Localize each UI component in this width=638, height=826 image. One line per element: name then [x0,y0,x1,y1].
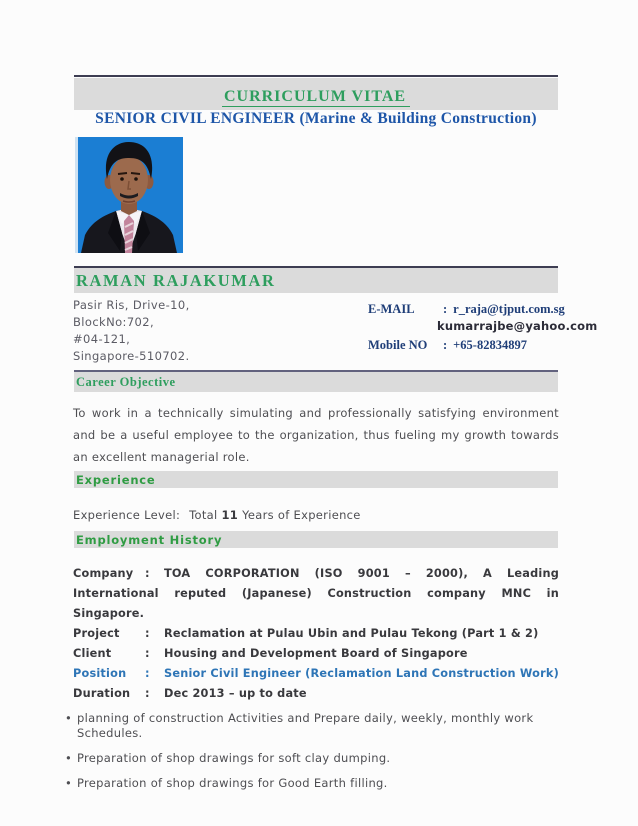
profile-photo-illustration [75,137,183,253]
page-title: CURRICULUM VITAE [222,88,410,107]
email-label: E-MAIL [368,302,415,316]
mobile-row [368,335,560,354]
list-item-text: Preparation of shop drawings for Good Earth filling. [77,776,388,790]
list-item [65,751,559,766]
duration-label: Duration [73,687,131,700]
address-line: Singapore-510702. [73,349,190,363]
email-primary: r_raja@tjput.com.sg [453,302,565,316]
email-secondary: kumarrajbe@yahoo.com [437,319,598,333]
client-row [73,644,559,664]
experience-band [74,471,558,488]
position-row [73,664,559,684]
employment-details [65,564,559,801]
colon: : [145,667,150,680]
mobile-colon: : [443,338,448,352]
position-label: Position [73,667,127,680]
client-value: Housing and Development Board of Singapore [164,647,468,660]
mobile-label: Mobile NO [368,338,428,352]
top-divider [74,75,558,77]
career-objective-text: To work in a technically simulating and professionally satisfying environment and be a useful employee to the organization, thus fueling my growth towards an excellent managerial role. [73,406,559,464]
duration-value: Dec 2013 – up to date [164,687,307,700]
bullet-icon: • [65,711,73,725]
responsibility-list [65,711,559,791]
list-item [65,711,559,741]
experience-heading: Experience [76,472,156,487]
colon: : [145,567,150,580]
list-item-text: planning of construction Activities and Prepare daily, weekly, monthly work Schedules. [77,711,534,740]
project-row [73,624,559,644]
experience-years: 11 [221,508,239,522]
person-name: RAMAN RAJAKUMAR [76,270,276,290]
address-line: #04-121, [73,332,131,346]
title-band [74,78,558,110]
email-row [368,299,565,318]
page-subtitle: SENIOR CIVIL ENGINEER (Marine & Building Construction) [95,110,537,127]
contact-block [368,299,598,354]
list-item-text: Preparation of shop drawings for soft clay dumping. [77,751,391,765]
address-line: Pasir Ris, Drive-10, [73,298,190,312]
list-item [65,776,559,791]
address-block [73,297,293,365]
name-band [74,268,558,293]
company-value: TOA CORPORATION (ISO 9001 – 2000), A Leading International reputed (Japanese) Construction company MNC in Singapore. [73,567,559,620]
colon: : [145,647,150,660]
colon: : [145,687,150,700]
profile-photo [75,137,183,253]
experience-level-label: Experience Level: [73,508,181,522]
project-label: Project [73,627,120,640]
employment-history-heading: Employment History [76,532,223,547]
bullet-icon: • [65,776,73,790]
career-objective-heading: Career Objective [76,374,176,389]
colon: : [145,627,150,640]
employment-history-band [74,531,558,548]
company-row [73,564,559,624]
address-line: BlockNo:702, [73,315,155,329]
email-colon: : [443,302,448,316]
project-value: Reclamation at Pulau Ubin and Pulau Tekong (Part 1 & 2) [164,627,539,640]
career-objective-band [74,372,558,392]
bullet-icon: • [65,751,73,765]
mobile-value: +65-82834897 [453,338,527,352]
experience-level-word: Total [189,508,218,522]
duration-row [73,684,559,704]
company-label: Company [73,567,134,580]
client-label: Client [73,647,112,660]
position-value: Senior Civil Engineer (Reclamation Land Construction Work) [164,667,559,680]
experience-level-line [73,508,361,522]
experience-level-tail: Years of Experience [242,508,361,522]
